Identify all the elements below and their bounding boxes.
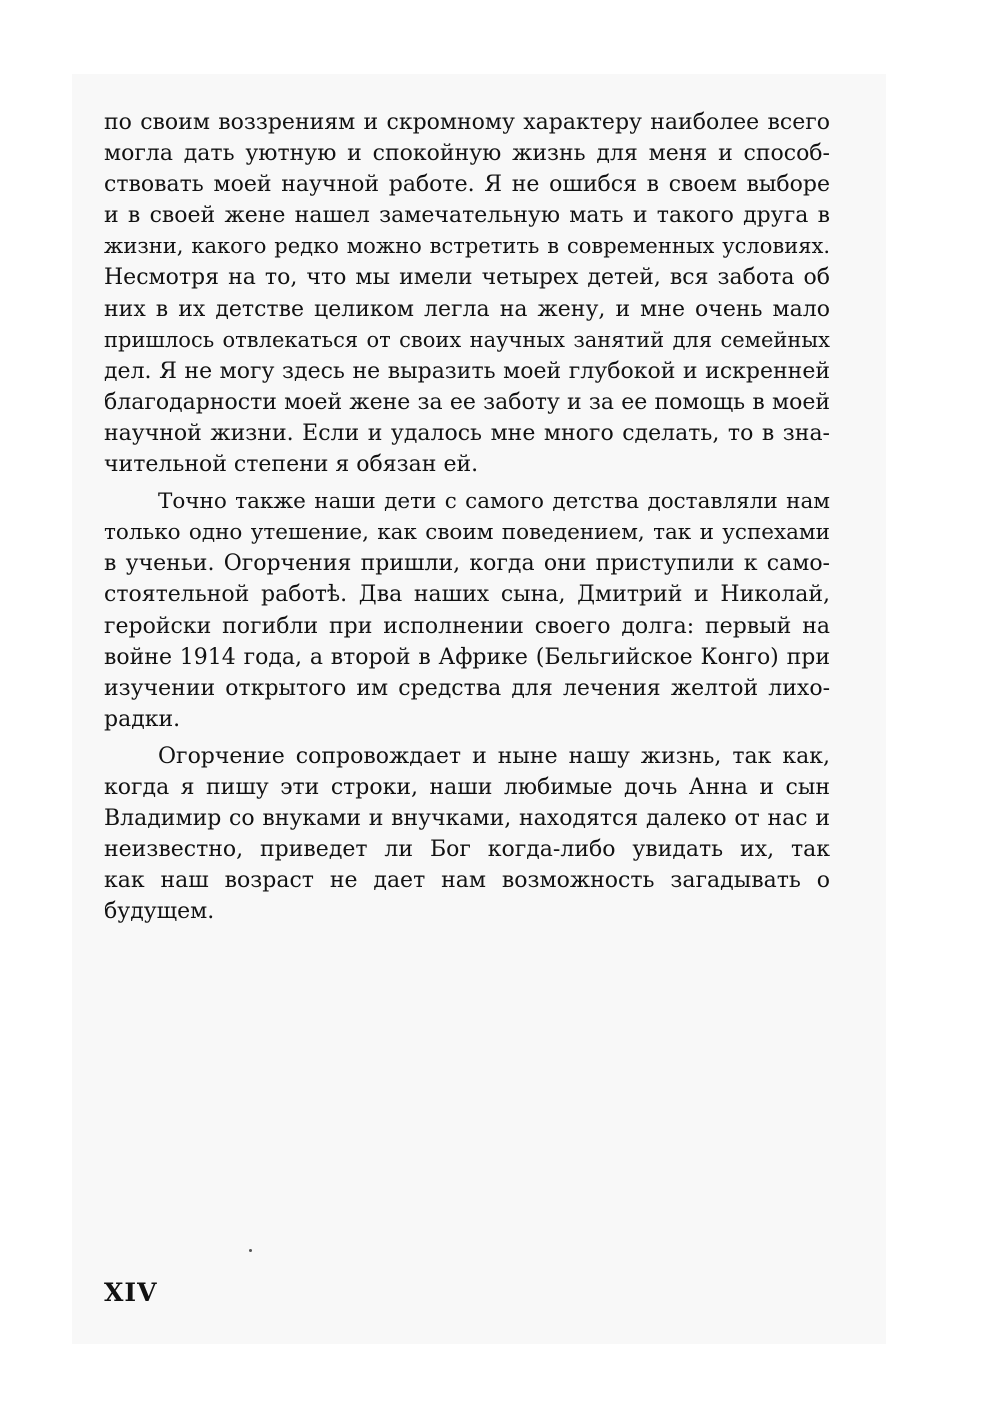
text-line-first: Огорчение сопровождает и ныне нашу жизнь, так как, [158,743,830,769]
text-line: неизвестно, приведет ли Бог когда-либо увидать их, так [104,837,830,863]
paragraph-1 [104,107,830,480]
text-line: изучении открытого им средства для лечения желтой лихо- [104,675,830,701]
text-line: в ученьи. Огорчения пришли, когда они приступили к само- [104,551,830,577]
paragraph-2 [104,486,830,735]
text-line: ствовать моей научной работе. Я не ошибся в своем выборе [104,172,830,198]
text-line: стоятельной работѣ. Два наших сына, Дмитрий и Николай, [104,582,830,608]
page-number: XIV [104,1278,158,1307]
text-line: пришлось отвлекаться от своих научных занятий для семейных [104,327,830,352]
text-line-last: будущем. [104,899,215,925]
print-speck [249,1249,252,1252]
text-line: дел. Я не могу здесь не выразить моей глубокой и искренней [104,358,830,384]
text-line-last: чительной степени я обязан ей. [104,452,479,478]
text-line: когда я пишу эти строки, наши любимые дочь Анна и сын [104,774,830,800]
paragraph-3 [104,741,830,928]
text-line: геройски погибли при исполнении своего долга: первый на [104,613,830,639]
text-line: как наш возраст не дает нам возможность загадывать о [104,868,830,894]
text-line-last: радки. [104,706,181,732]
text-line: научной жизни. Если и удалось мне много сделать, то в зна- [104,420,830,446]
text-line: и в своей жене нашел замечательную мать и такого друга в [104,203,830,229]
text-line: благодарности моей жене за ее заботу и за ее помощь в моей [104,389,830,415]
text-line: могла дать уютную и спокойную жизнь для меня и способ- [104,141,830,167]
text-line: только одно утешение, как своим поведением, так и успехами [104,520,830,546]
text-line: них в их детстве целиком легла на жену, и мне очень мало [104,296,830,322]
text-line-first: Точно также наши дети с самого детства доставляли нам [158,489,830,515]
text-line: Владимир со внуками и внучками, находятся далеко от нас и [104,806,830,832]
text-line: войне 1914 года, а второй в Африке (Бельгийское Конго) при [104,644,830,670]
text-line: Несмотря на то, что мы имели четырех детей, вся забота об [104,265,830,291]
body-text [104,107,830,927]
text-line: жизни, какого редко можно встретить в современных условиях. [104,234,830,259]
text-line: по своим воззрениям и скромному характеру наиболее всего [104,110,830,135]
